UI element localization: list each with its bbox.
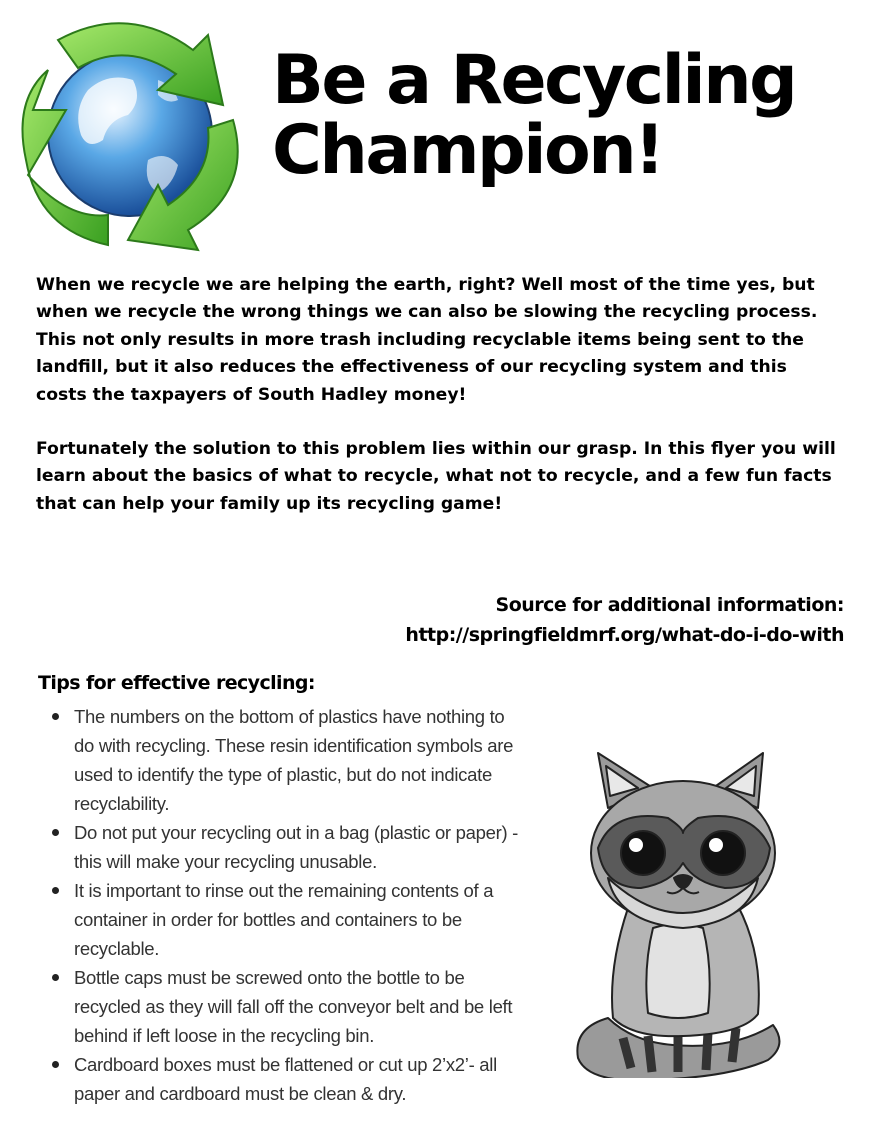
tip-item: Bottle caps must be screwed onto the bottle to be recycled as they will fall off the conveyor belt and be left behind if left loose in the recycling bin. (48, 963, 518, 1050)
source-label: Source for additional information: (495, 594, 844, 616)
title-line-2: Champion! (272, 111, 663, 190)
raccoon-illustration (568, 748, 798, 1078)
title-line-1: Be a Recycling (272, 41, 796, 120)
intro-paragraph-1: When we recycle we are helping the earth, right? Well most of the time yes, but when we recycle the wrong things we can also be slowing the recycling process. This not only results in more trash including recyclable items being sent to the landfill, but it also reduces the effectiveness of our recycling system and this costs the taxpayers of South Hadley money! (36, 275, 818, 405)
tips-heading: Tips for effective recycling: (38, 672, 315, 694)
recycling-globe-icon (8, 10, 248, 255)
tip-item: Do not put your recycling out in a bag (plastic or paper) - this will make your recycling unusable. (48, 818, 518, 876)
tips-list (48, 702, 518, 1108)
tip-item: The numbers on the bottom of plastics have nothing to do with recycling. These resin identification symbols are used to identify the type of plastic, but do not indicate recyclability. (48, 702, 518, 818)
source-block (405, 590, 844, 650)
intro-paragraph-2: Fortunately the solution to this problem lies within our grasp. In this flyer you will learn about the basics of what to recycle, what not to recycle, and a few fun facts that can help your family up its recycling game! (36, 439, 836, 514)
source-url[interactable]: http://springfieldmrf.org/what-do-i-do-with (405, 624, 844, 646)
tip-item: Cardboard boxes must be flattened or cut up 2’x2’- all paper and cardboard must be clean & dry. (48, 1050, 518, 1108)
page-title (272, 41, 796, 190)
tip-item: It is important to rinse out the remaining contents of a container in order for bottles and containers to be recyclable. (48, 876, 518, 963)
intro-section (36, 272, 836, 518)
